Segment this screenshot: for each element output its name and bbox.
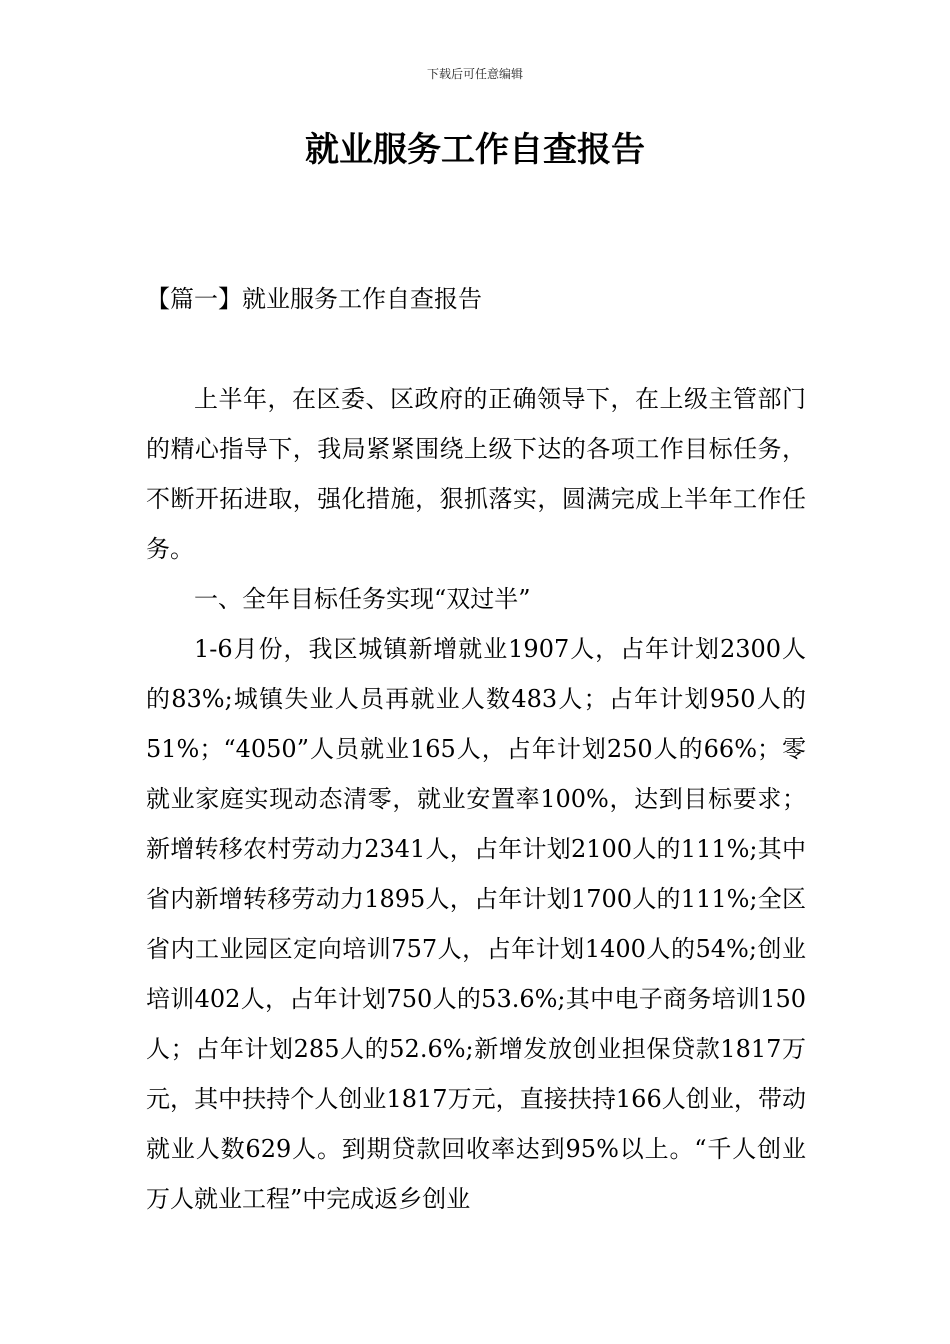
- document-body: [146, 374, 806, 1224]
- header-note: 下载后可任意编辑: [426, 67, 523, 81]
- paragraph-intro: 上半年，在区委、区政府的正确领导下，在上级主管部门的精心指导下，我局紧紧围绕上级下达的各项工作目标任务，不断开拓进取，强化措施，狠抓落实，圆满完成上半年工作任务。: [146, 385, 806, 563]
- section-heading: 【篇一】就业服务工作自查报告: [146, 285, 482, 313]
- paragraph-subheading: 一、全年目标任务实现“双过半”: [194, 585, 531, 613]
- document-title: 就业服务工作自查报告: [305, 130, 645, 170]
- paragraph-statistics: 1-6月份，我区城镇新增就业1907人，占年计划2300人的83%;城镇失业人员再就业人数483人；占年计划950人的51%；“4050”人员就业165人，占年计划250人的66%；零就业家庭实现动态清零，就业安置率100%，达到目标要求；新增转移农村劳动力2341人，占年计划2100人的111%;其中省内新增转移劳动力1895人，占年计划1700人的111%;全区省内工业园区定向培训757人，占年计划1400人的54%;创业培训402人，占年计划750人的53.6%;其中电子商务培训150人；占年计划285人的52.6%;新增发放创业担保贷款1817万元，其中扶持个人创业1817万元，直接扶持166人创业，带动就业人数629人。到期贷款回收率达到95%以上。“千人创业万人就业工程”中完成返乡创业: [146, 635, 806, 1213]
